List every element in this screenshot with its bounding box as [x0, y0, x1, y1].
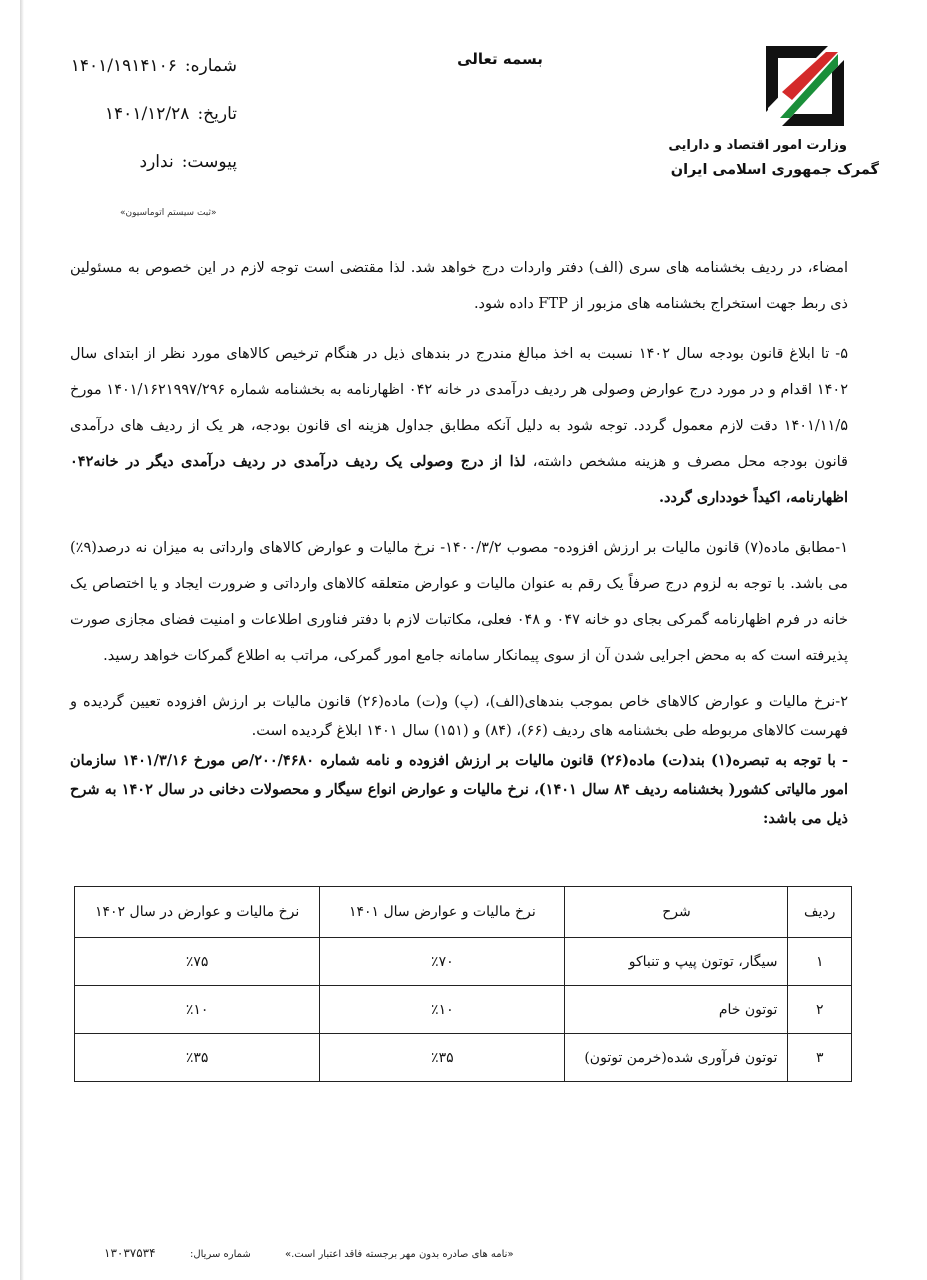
table-row [75, 986, 852, 1034]
header-rate-1401: نرخ مالیات و عوارض سال ۱۴۰۱ [320, 887, 565, 938]
row-number: ۳ [788, 1034, 852, 1082]
letter-body [70, 250, 848, 833]
row-description: توتون فرآوری شده(خرمن توتون) [565, 1034, 788, 1082]
attachment-value: ندارد [139, 152, 174, 172]
tax-rate-table [74, 886, 852, 1082]
rate-1402: ٪۱۰ [75, 986, 320, 1034]
row-number: ۱ [788, 938, 852, 986]
serial-label: شماره سریال: [190, 1249, 251, 1260]
paragraph-item-5-text: ۵- تا ابلاغ قانون بودجه سال ۱۴۰۲ نسبت به اخذ مبالغ مندرج در بندهای ذیل در هنگام ترخیص کالاهای مورد نظر از ابتدای سال ۱۴۰۲ اقدام و در مورد درج عوارض وصولی هر ردیف درآمدی در خانه ۰۴۲ اظهارنامه به بخشنامه شماره ۱۴۰۱/۱۶۲۱۹۹۷/۲۹۶ مورخ ۱۴۰۱/۱۱/۵ دقت لازم معمول گردد. توجه شود به دلیل آنکه مطابق جداول هزینه ای قانون بودجه، هر یک از ردیف های درآمدی قانون بودجه محل مصرف و هزینه مشخص داشته، [70, 346, 848, 470]
letter-date-label: تاریخ: [197, 104, 237, 124]
rate-1401: ٪۱۰ [320, 986, 565, 1034]
header-description: شرح [565, 887, 788, 938]
automation-note: «ثبت سیستم اتوماسیون» [120, 208, 217, 218]
paragraph-item-1: ۱-مطابق ماده(۷) قانون مالیات بر ارزش افزوده- مصوب ۱۴۰۰/۳/۲- نرخ مالیات و عوارض کالاهای وارداتی به میزان نه درصد(۹٪) می باشد. با توجه به لزوم درج صرفاً یک رقم به عنوان مالیات و عوارض متعلقه کالاهای وارداتی و ضرورت ایجاد و یا اختصاص یک خانه در فرم اظهارنامه گمرکی بجای دو خانه ۰۴۷ و ۰۴۸ فعلی، مکاتبات لازم با دفتر فناوری اطلاعات و امنیت فضای مجازی صورت پذیرفته است که به محض اجرایی شدن آن از سوی پیمانکار سامانه جامع امور گمرکی، مراتب به اطلاع گمرکات خواهد رسید. [70, 540, 848, 664]
header-rate-1402: نرخ مالیات و عوارض در سال ۱۴۰۲ [75, 887, 320, 938]
bismillah-heading: بسمه تعالی [457, 50, 543, 68]
letter-date [105, 104, 237, 124]
table-header-row [75, 887, 852, 938]
paragraph-item-2: ۲-نرخ مالیات و عوارض کالاهای خاص بموجب بندهای(الف)، (پ) و(ت) ماده(۲۶) قانون مالیات بر ارزش افزوده تعیین گردیده و فهرست کالاهای مربوطه طی بخشنامه های ردیف (۶۶)، (۸۴) و (۱۵۱) سال ۱۴۰۱ ابلاغ گردیده است. [70, 694, 848, 739]
customs-logo-icon [762, 44, 848, 128]
rate-1402: ٪۷۵ [75, 938, 320, 986]
attachment-label: پیوست: [181, 152, 237, 172]
letter-number-value: ۱۴۰۱/۱۹۱۴۱۰۶ [70, 56, 177, 76]
page-edge [20, 0, 24, 1280]
customs-name: گمرک جمهوری اسلامی ایران [670, 162, 879, 178]
row-description: توتون خام [565, 986, 788, 1034]
validity-note: «نامه های صادره بدون مهر برجسته فاقد اعتبار است.» [285, 1249, 514, 1260]
table-row [75, 938, 852, 986]
letter-number [71, 56, 237, 76]
row-number: ۲ [788, 986, 852, 1034]
table-row [75, 1034, 852, 1082]
serial-value: ۱۳۰۳۷۵۳۴ [104, 1246, 156, 1260]
rate-1401: ٪۳۵ [320, 1034, 565, 1082]
letter-attachment [140, 152, 237, 172]
rate-1401: ٪۷۰ [320, 938, 565, 986]
rate-1402: ٪۳۵ [75, 1034, 320, 1082]
row-description: سیگار، توتون پیپ و تنباکو [565, 938, 788, 986]
paragraph-item-5-bold: لذا از درج وصولی یک ردیف درآمدی در ردیف درآمدی دیگر در خانه۰۴۲ اظهارنامه، اکیداً خودداری گردد. [70, 453, 848, 506]
ministry-name: وزارت امور اقتصاد و دارایی [668, 138, 847, 153]
paragraph-intro: امضاء، در ردیف بخشنامه های سری (الف) دفتر واردات درج خواهد شد. لذا مقتضی است توجه لازم در این خصوص به مسئولین ذی ربط جهت استخراج بخشنامه های مزبور از FTP داده شود. [70, 260, 848, 312]
paragraph-tobacco-rates: - با توجه به تبصره(۱) بند(ت) ماده(۲۶) قانون مالیات بر ارزش افزوده و نامه شماره ۲۰۰/۴۶۸۰/ص مورخ ۱۴۰۱/۳/۱۶ سازمان امور مالیاتی کشور( بخشنامه ردیف ۸۴ سال ۱۴۰۱)، نرخ مالیات و عوارض انواع سیگار و محصولات دخانی در سال ۱۴۰۲ به شرح ذیل می باشد: [70, 752, 848, 827]
header-row-number: ردیف [788, 887, 852, 938]
letter-date-value: ۱۴۰۱/۱۲/۲۸ [104, 104, 190, 124]
letter-number-label: شماره: [184, 56, 237, 76]
paragraph-item-5 [70, 336, 848, 516]
